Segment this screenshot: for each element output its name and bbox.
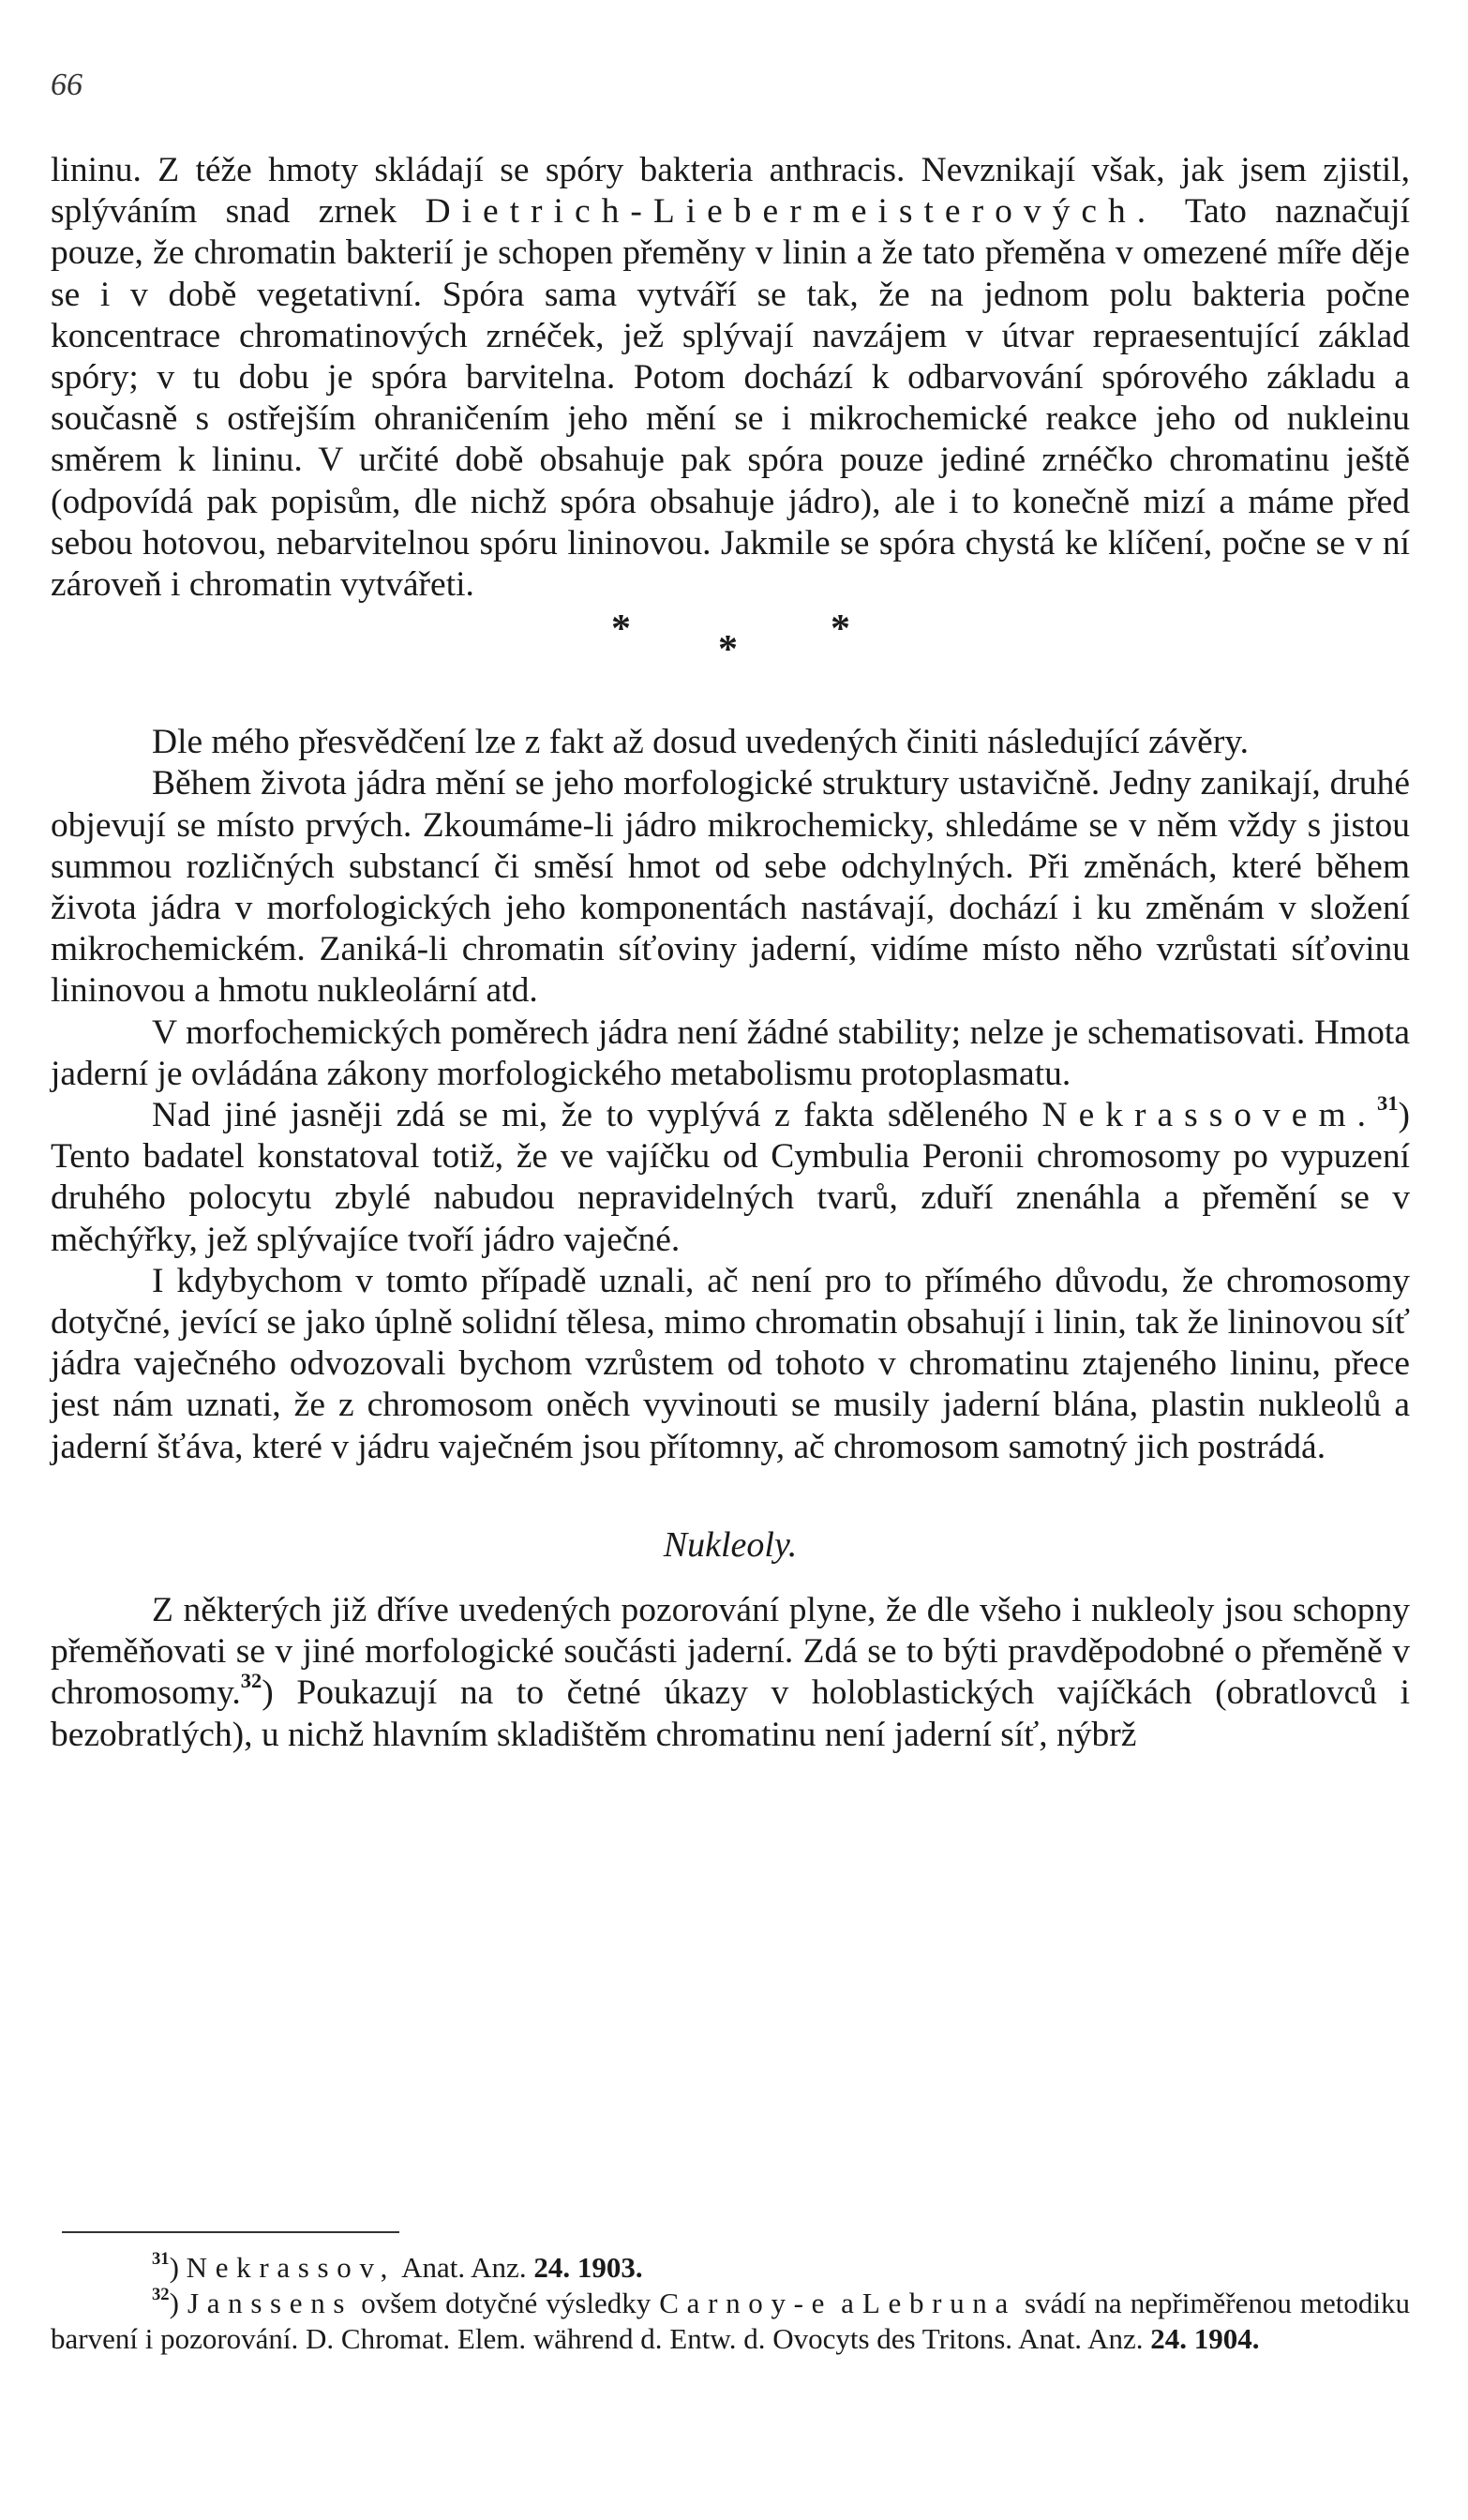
asterisk-icon: * [831,608,850,652]
footnote-volume: 24. 1904. [1150,2322,1260,2355]
paragraph-text: lininu. Z téže hmoty skládají se spóry bakteria anthracis. Nevznikají však, jak jsem zjistil, splýváním snad zrnek [51,151,1410,232]
paragraph-text: ) Poukazují na to četné úkazy v holoblastických vajíčkách (obratlovců i bezobratlých), u nichž hlavním skladištěm chromatinu není jaderní síť, nýbrž [51,1673,1410,1754]
footnote-mark: 32 [152,2285,170,2305]
author-name: Nekrassov, [186,2251,397,2284]
paragraph-nekrassov [51,1091,1410,1261]
paragraph-conclusions-intro: Dle mého přesvědčení lze z fakt až dosud uvedených činiti následující závěry. [152,723,1250,762]
paragraph-text: Tato naznačují pouze, že chromatin bakterií je schopen přeměny v linin a že tato přeměna v omezené míře děje se i v době vegetativní. Spóra sama vytváří se tak, že na jednom polu bakteria počne koncentrace chromatinových zrnéček, jež splývají navzájem v útvar repraesentující základ spóry; v tu dobu je spóra barvitelna. Potom dochází k odbarvování spórového základu a současně s ostřejším ohraničením jeho mění se i mikrochemické reakce jeho od nukleinu směrem k lininu. V určité době obsahuje pak spóra pouze jediné zrnéčko chromatinu ještě (odpovídá pak popisům, dle nichž spóra obsahuje jádro), ale i to konečně mizí a máme před sebou hotovou, nebarvitelnou spóru lininovou. Jakmile se spóra chystá ke klíčení, počne se v ní zároveň i chromatin vytvářeti. [51,192,1410,605]
footnote-32: $^{32}$) Janssens ovšem dotyčné výsledky Carnoy-e a Lebruna svádí na nepřiměřenou metodiku barvení i pozorování. D. Chromat. Elem. während d. Entw. d. Ovocyts des Tritons. Anat. Anz. 24. 1904. [51,2285,1410,2355]
author-name: Janssens [187,2287,353,2319]
footnote-mark: 31 [152,2249,170,2270]
paragraph-nucleoli [51,1590,1410,1756]
paragraph-spores [51,150,1410,606]
footnote-text: svádí na nepřiměřenou metodiku barvení i pozorování. D. Chromat. Elem. während d. Entw. d. Ovocyts des Tritons. Anat. Anz. [51,2287,1410,2355]
footnote-volume: 24. 1903. [533,2251,643,2284]
author-name: Dietrich-Liebermeisterových. [425,192,1158,232]
footnotes [51,2250,1410,2357]
author-name: Lebruna [861,2287,1016,2319]
paragraph-chromosomes: I kdybychom v tomto případě uznali, ač není pro to přímého důvodu, že chromosomy dotyčné, jevící se jako úplně solidní tělesa, mimo chromatin obsahují i linin, tak že lininovou síť jádra vaječného odvozovali bychom vzrůstem od tohoto v chromatinu ztajeného lininu, přece jest nám uznati, že z chromosom oněch vyvinouti se musily jaderní blána, plastin nukleolů a jaderní šťáva, které v jádru vaječném jsou přítomny, ač chromosom samotný jich postrádá. [51,1261,1410,1466]
footnote-31: $^{31}$) Nekrassov, Anat. Anz. 24. 1903. [152,2249,643,2284]
asterisk-icon: * [718,628,738,672]
body-text [51,150,1410,1756]
paragraph-text: ) Tento badatel konstatoval totiž, že ve vajíčku od Cymbulia Peronii chromosomy po vypuzení druhého polocytu zbylé nabudou nepravidelných tvarů, zduří znenáhla a přemění se v měchýřky, jež splývajíce tvoří jádro vaječné. [51,1096,1410,1259]
paragraph-text: Nad jiné jasněji zdá se mi, že to vyplývá z fakta sděleného [152,1096,1042,1135]
footnote-text: ovšem dotyčné výsledky [352,2287,660,2319]
page-number: 66 [51,68,82,102]
paragraph-nucleus-changes: Během života jádra mění se jeho morfologické struktury ustavičně. Jedny zanikají, druhé objevují se místo prvých. Zkoumáme-li jádro mikrochemicky, shledáme se v něm vždy s jistou summou rozličných substancí či směsí hmot od sebe odchylných. Při změnách, které během života jádra v morfologických jeho komponentách nastávají, dochází i ku změnám v složení mikrochemickém. Zaniká-li chromatin síťoviny jaderní, vidíme místo něho vzrůstati síťovinu lininovou a hmotu nukleolární atd. [51,764,1410,1011]
paragraph-text: Z některých již dříve uvedených pozorování plyne, že dle všeho i nukleoly jsou schopny přeměňovati se v jiné morfologické součásti jaderní. Zdá se to býti pravděpodobné o přeměně v chromosomy. [51,1590,1410,1713]
footnote-text: Anat. Anz. [396,2251,534,2284]
footnote-ref: 31 [1377,1091,1399,1116]
paragraph-morphochemical: V morfochemických poměrech jádra není žádné stability; nelze je schematisovati. Hmota jaderní je ovládána zákony morfologického metabolismu protoplasmatu. [51,1012,1410,1093]
author-name: Carnoy-e [659,2287,833,2319]
footnote-ref: 32 [240,1669,262,1693]
asterisk-icon: * [611,608,631,652]
section-title: Nukleoly. [663,1524,798,1565]
author-name: Nekrassovem. [1041,1096,1377,1135]
section-separator [51,609,1410,722]
footnote-divider [62,2231,399,2233]
document-page [51,0,1410,2520]
footnote-text: a [832,2287,862,2319]
